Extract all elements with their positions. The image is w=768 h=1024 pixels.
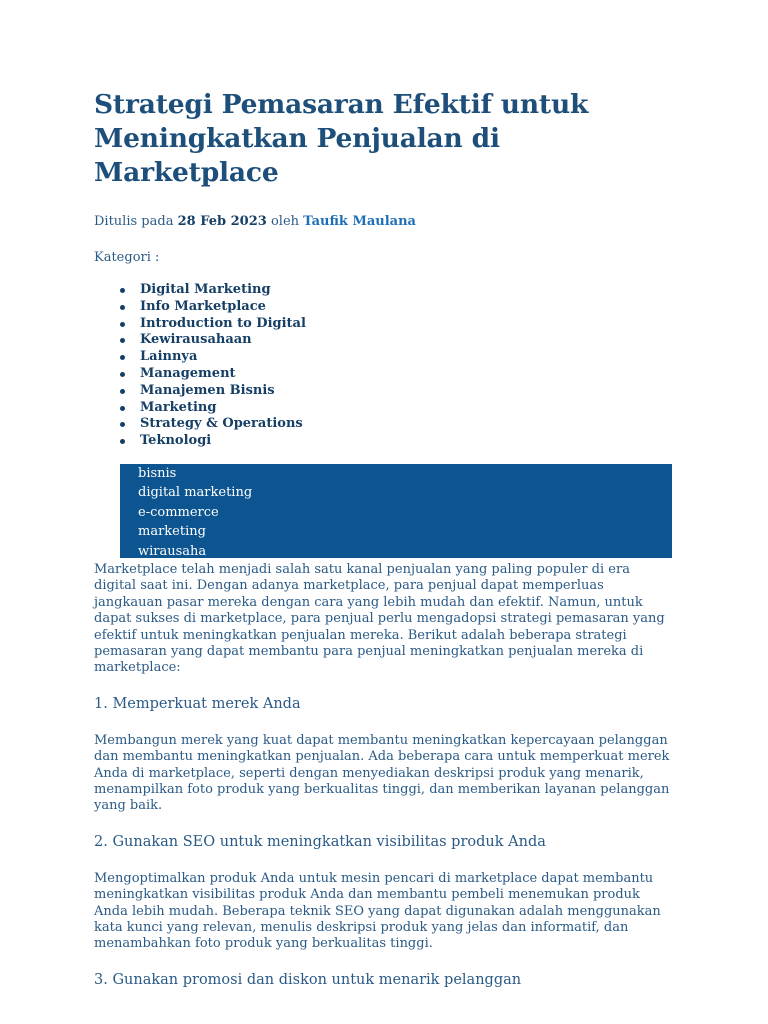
page-title: Strategi Pemasaran Efektif untuk Meningkatkan Penjualan di Marketplace bbox=[94, 89, 589, 188]
section-heading: 1. Memperkuat merek Anda bbox=[94, 695, 301, 712]
category-item[interactable] bbox=[120, 332, 674, 349]
tag-box bbox=[120, 464, 672, 558]
article-meta bbox=[94, 214, 674, 230]
bullet-icon bbox=[120, 389, 125, 394]
category-item[interactable] bbox=[120, 349, 674, 366]
section-heading: 2. Gunakan SEO untuk meningkatkan visibilitas produk Anda bbox=[94, 833, 546, 850]
publish-date: 28 Feb 2023 bbox=[177, 214, 267, 229]
tag-link[interactable]: bisnis bbox=[138, 465, 177, 481]
category-link[interactable]: Introduction to Digital bbox=[140, 315, 306, 331]
category-link[interactable]: Kewirausahaan bbox=[140, 332, 252, 348]
bullet-icon bbox=[120, 439, 125, 444]
category-item[interactable] bbox=[120, 366, 674, 383]
section-paragraph: Mengoptimalkan produk Anda untuk mesin pencari di marketplace dapat membantu meningkatkan visibilitas produk Anda dan membantu pembeli menemukan produk Anda lebih mudah. Beberapa teknik SEO yang dapat digunakan adalah menggunakan kata kunci yang relevan, menulis deskripsi produk yang jelas dan informatif, dan menambahkan foto produk yang berkualitas tinggi. bbox=[94, 870, 661, 952]
bullet-icon bbox=[120, 372, 125, 377]
author-link[interactable]: Taufik Maulana bbox=[303, 214, 416, 229]
tag-link[interactable]: digital marketing bbox=[138, 485, 253, 501]
category-link[interactable]: Strategy & Operations bbox=[140, 416, 303, 432]
category-item[interactable] bbox=[120, 299, 674, 316]
category-item[interactable] bbox=[120, 316, 674, 333]
category-link[interactable]: Info Marketplace bbox=[140, 298, 266, 314]
bullet-icon bbox=[120, 305, 125, 310]
category-list bbox=[94, 282, 674, 450]
written-prefix: Ditulis pada bbox=[94, 214, 174, 229]
category-item[interactable] bbox=[120, 400, 674, 417]
section-heading: 3. Gunakan promosi dan diskon untuk menarik pelanggan bbox=[94, 971, 522, 988]
category-link[interactable]: Lainnya bbox=[140, 349, 198, 365]
intro-paragraph: Marketplace telah menjadi salah satu kanal penjualan yang paling populer di era digital saat ini. Dengan adanya marketplace, para penjual dapat memperluas jangkauan pasar mereka dengan cara yang lebih mudah dan efektif. Namun, untuk dapat sukses di marketplace, para penjual perlu mengadopsi strategi pemasaran yang efektif untuk meningkatkan penjualan mereka. Berikut adalah beberapa strategi pemasaran yang dapat membantu para penjual meningkatkan penjualan mereka di marketplace: bbox=[94, 561, 665, 676]
category-item[interactable] bbox=[120, 282, 674, 299]
category-link[interactable]: Teknologi bbox=[140, 433, 212, 449]
category-link[interactable]: Management bbox=[140, 365, 236, 381]
bullet-icon bbox=[120, 355, 125, 360]
section-paragraph: Membangun merek yang kuat dapat membantu meningkatkan kepercayaan pelanggan dan membantu meningkatkan penjualan. Ada beberapa cara untuk memperkuat merek Anda di marketplace, seperti dengan menyediakan deskripsi produk yang menarik, menampilkan foto produk yang berkualitas tinggi, dan memberikan layanan pelanggan yang baik. bbox=[94, 732, 670, 814]
kategori-label: Kategori : bbox=[94, 250, 160, 265]
bullet-icon bbox=[120, 288, 125, 293]
article bbox=[94, 88, 674, 989]
category-item[interactable] bbox=[120, 383, 674, 400]
category-link[interactable]: Manajemen Bisnis bbox=[140, 382, 275, 398]
category-item[interactable] bbox=[120, 433, 674, 450]
bullet-icon bbox=[120, 406, 125, 411]
category-item[interactable] bbox=[120, 416, 674, 433]
tag-link[interactable]: marketing bbox=[138, 524, 206, 540]
tag-link[interactable]: wirausaha bbox=[138, 543, 207, 559]
tag-link[interactable]: e-commerce bbox=[138, 504, 219, 520]
category-link[interactable]: Marketing bbox=[140, 399, 217, 415]
bullet-icon bbox=[120, 322, 125, 327]
bullet-icon bbox=[120, 422, 125, 427]
bullet-icon bbox=[120, 338, 125, 343]
category-link[interactable]: Digital Marketing bbox=[140, 282, 271, 297]
by-label: oleh bbox=[270, 214, 300, 229]
